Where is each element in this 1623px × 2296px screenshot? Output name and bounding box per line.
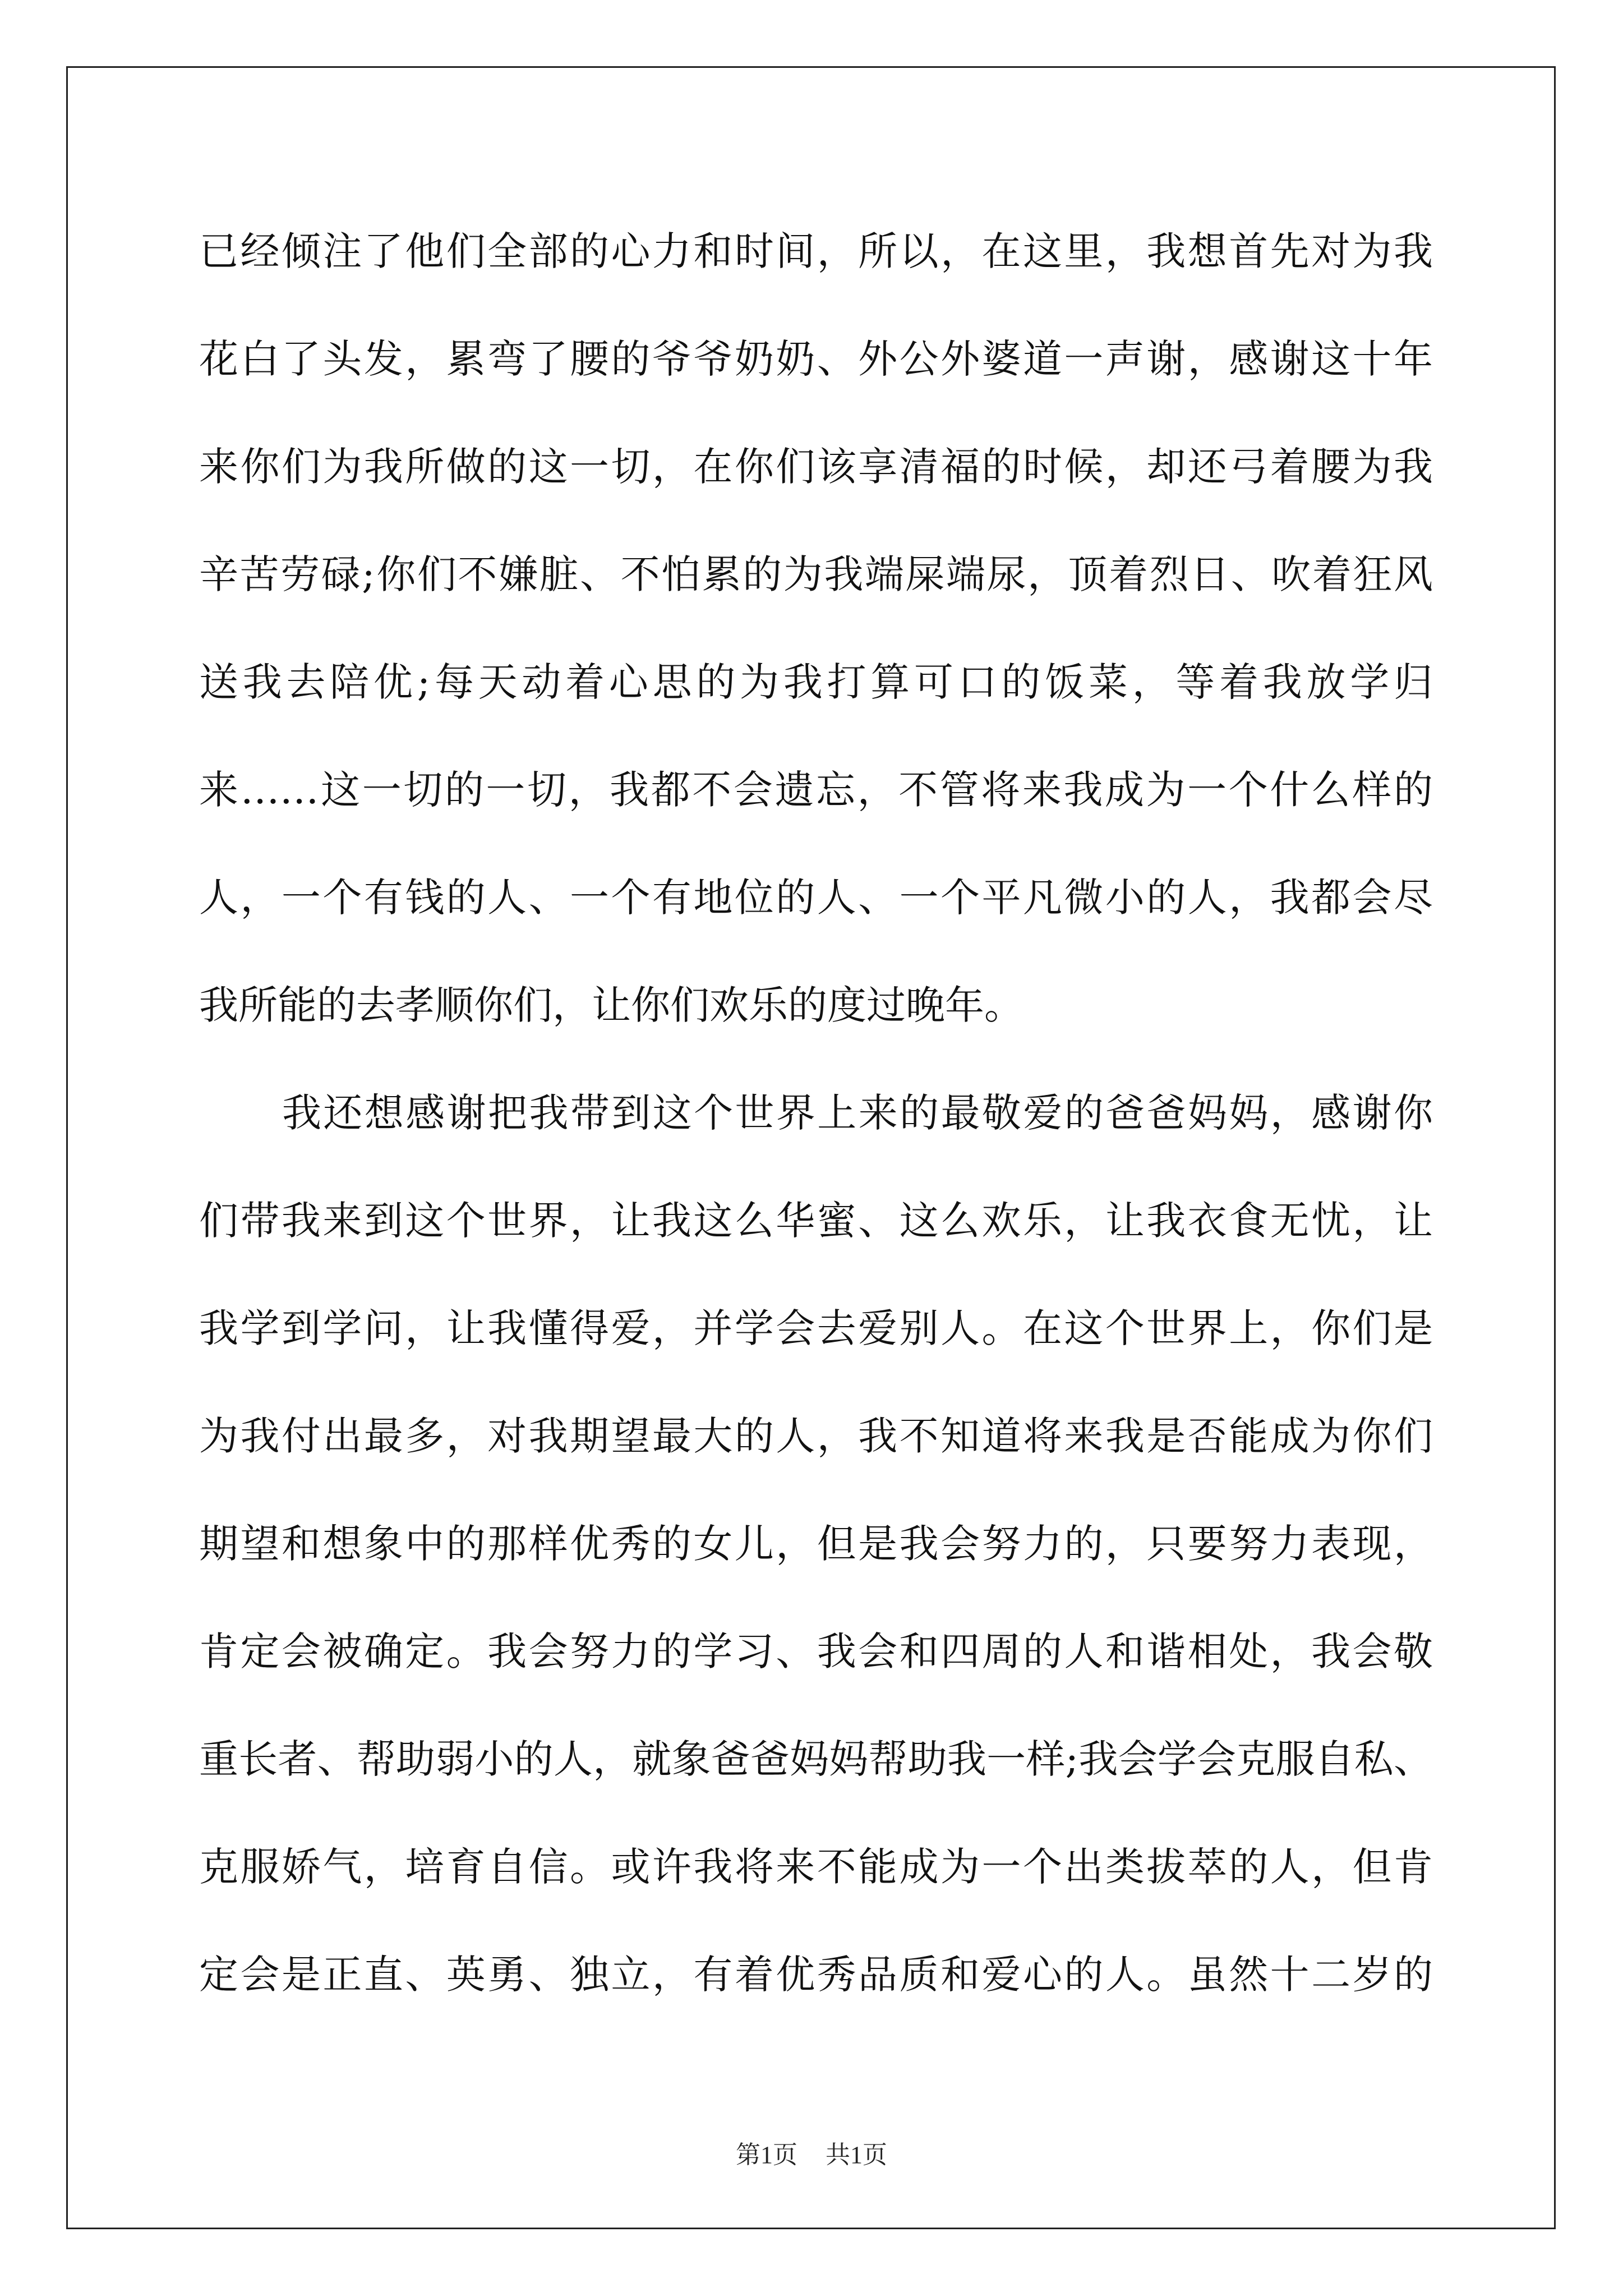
text-line: 我学到学问，让我懂得爱，并学会去爱别人。在这个世界上，你们是 xyxy=(199,1305,1433,1351)
text-line: 克服娇气，培育自信。或许我将来不能成为一个出类拔萃的人，但肯 xyxy=(199,1844,1433,1890)
text-line: 人，一个有钱的人、一个有地位的人、一个平凡微小的人，我都会尽 xyxy=(199,875,1433,921)
text-line: 定会是正直、英勇、独立，有着优秀品质和爱心的人。虽然十二岁的 xyxy=(199,1952,1433,1998)
text-line: 期望和想象中的那样优秀的女儿，但是我会努力的，只要努力表现， xyxy=(199,1521,1433,1567)
text-line: 为我付出最多，对我期望最大的人，我不知道将来我是否能成为你们 xyxy=(199,1413,1433,1459)
text-line: 辛苦劳碌;你们不嫌脏、不怕累的为我端屎端尿，顶着烈日、吹着狂风 xyxy=(199,551,1433,597)
text-line: 我还想感谢把我带到这个世界上来的最敬爱的爸爸妈妈，感谢你 xyxy=(282,1090,1433,1136)
text-line: 花白了头发，累弯了腰的爷爷奶奶、外公外婆道一声谢，感谢这十年 xyxy=(199,336,1433,382)
text-line: 重长者、帮助弱小的人，就象爸爸妈妈帮助我一样;我会学会克服自私、 xyxy=(199,1736,1433,1782)
page-footer xyxy=(0,2134,1623,2170)
text-line: 来……这一切的一切，我都不会遗忘，不管将来我成为一个什么样的 xyxy=(199,767,1433,813)
text-line: 我所能的去孝顺你们，让你们欢乐的度过晚年。 xyxy=(199,982,1023,1028)
text-line: 肯定会被确定。我会努力的学习、我会和四周的人和谐相处，我会敬 xyxy=(199,1628,1433,1674)
text-line: 们带我来到这个世界，让我这么华蜜、这么欢乐，让我衣食无忧，让 xyxy=(199,1198,1433,1244)
text-line: 送我去陪优;每天动着心思的为我打算可口的饭菜，等着我放学归 xyxy=(199,659,1433,705)
page-number: 第1页 xyxy=(736,2141,797,2169)
page-border xyxy=(66,66,1556,2229)
text-line: 来你们为我所做的这一切，在你们该享清福的时候，却还弓着腰为我 xyxy=(199,444,1433,490)
page-total: 共1页 xyxy=(826,2141,887,2169)
text-line: 已经倾注了他们全部的心力和时间，所以，在这里，我想首先对为我 xyxy=(199,228,1433,274)
